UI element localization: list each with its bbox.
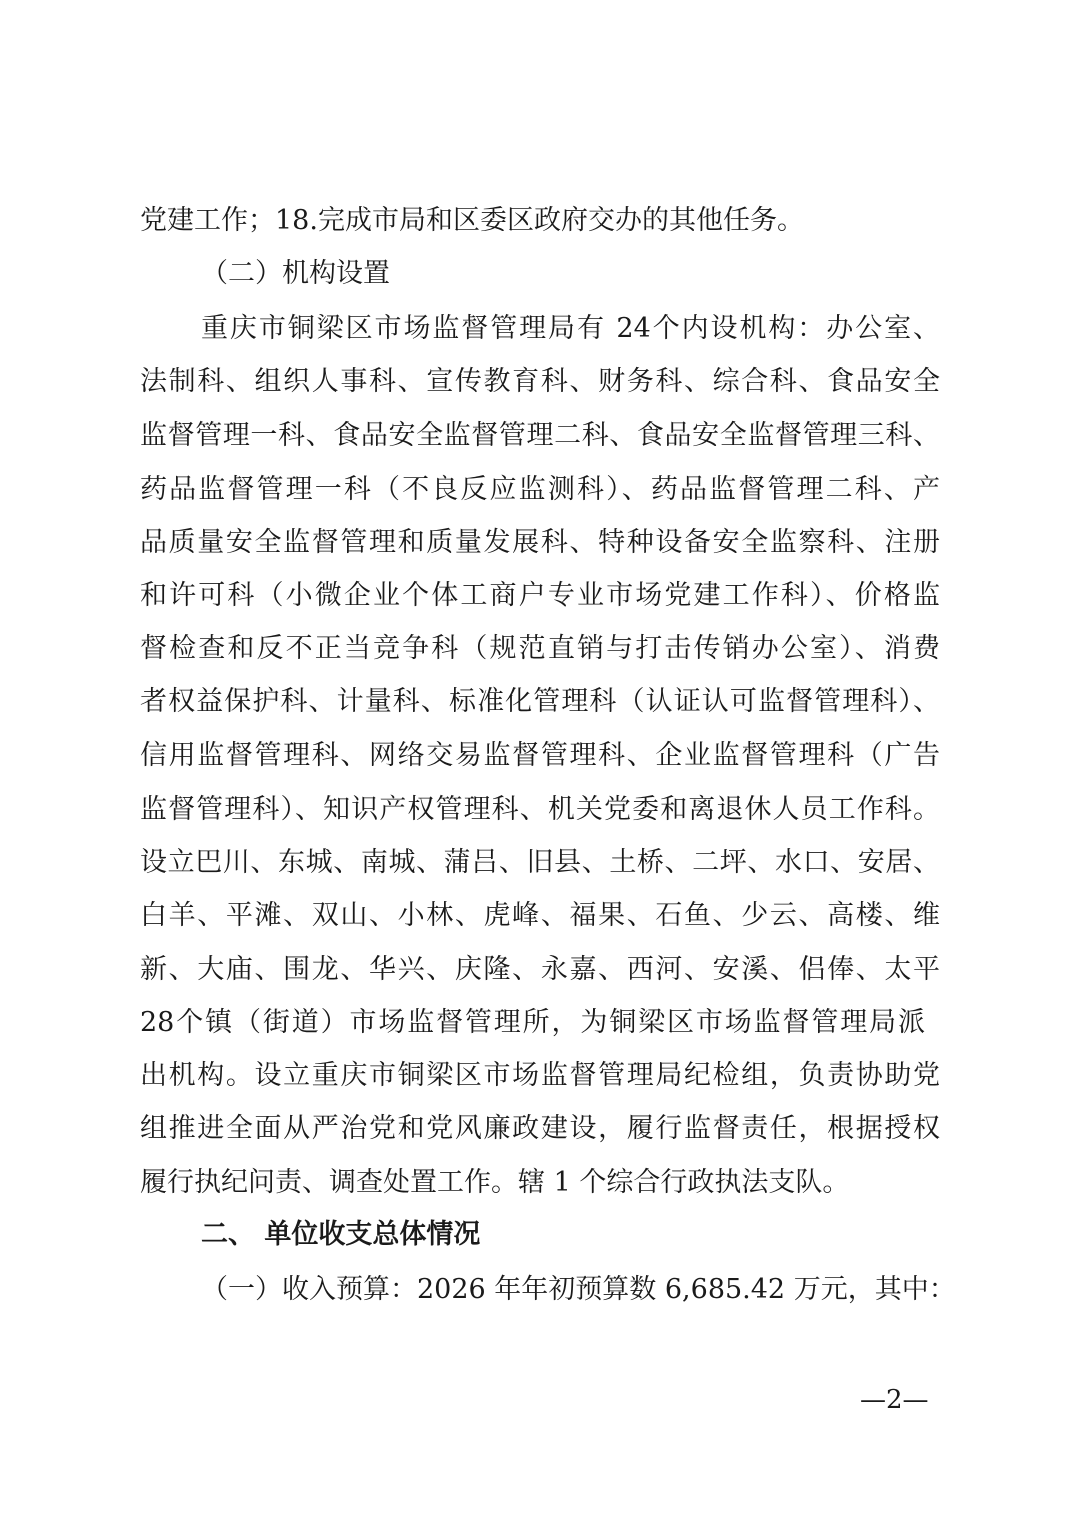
paragraph-line: 药品监督管理一科（不良反应监测科）、药品监督管理二科、产: [140, 474, 940, 505]
paragraph-line: 白羊、平滩、双山、小林、虎峰、福果、石鱼、少云、高楼、维: [140, 900, 940, 931]
paragraph-line: 者权益保护科、计量科、标准化管理科（认证认可监督管理科）、: [140, 686, 940, 717]
paragraph-line: 新、大庙、围龙、华兴、庆隆、永嘉、西河、安溪、侣俸、太平: [140, 954, 940, 985]
section-heading-income-expenditure: 二、 单位收支总体情况: [201, 1219, 481, 1250]
paragraph-line: 法制科、组织人事科、宣传教育科、财务科、综合科、食品安全: [140, 366, 940, 397]
paragraph-line: 监督管理科）、知识产权管理科、机关党委和离退休人员工作科。: [140, 794, 940, 825]
paragraph-line: 28个镇（街道）市场监督管理所，为铜梁区市场监督管理局派: [140, 1007, 925, 1038]
paragraph-line: 重庆市铜梁区市场监督管理局有 24个内设机构：办公室、: [201, 313, 940, 344]
page-number: —2—: [860, 1385, 929, 1415]
paragraph-line: 督检查和反不正当竞争科（规范直销与打击传销办公室）、消费: [140, 633, 940, 664]
paragraph-line: 和许可科（小微企业个体工商户专业市场党建工作科）、价格监: [140, 580, 940, 611]
paragraph-line: 监督管理一科、食品安全监督管理二科、食品安全监督管理三科、: [140, 420, 940, 451]
section-heading-org-setup: （二）机构设置: [201, 258, 390, 289]
paragraph-line: 品质量安全监督管理和质量发展科、特种设备安全监察科、注册: [140, 527, 940, 558]
paragraph-line: 出机构。设立重庆市铜梁区市场监督管理局纪检组，负责协助党: [140, 1060, 940, 1091]
paragraph-line: 履行执纪问责、调查处置工作。辖 1 个综合行政执法支队。: [140, 1167, 850, 1198]
paragraph-line: 信用监督管理科、网络交易监督管理科、企业监督管理科（广告: [140, 740, 940, 771]
paragraph-line: （一）收入预算：2026 年年初预算数 6,685.42 万元，其中：: [201, 1274, 956, 1305]
paragraph-line: 设立巴川、东城、南城、蒲吕、旧县、土桥、二坪、水口、安居、: [140, 847, 940, 878]
paragraph-line: 组推进全面从严治党和党风廉政建设，履行监督责任，根据授权: [140, 1113, 940, 1144]
paragraph-line: 党建工作；18.完成市局和区委区政府交办的其他任务。: [140, 205, 804, 236]
